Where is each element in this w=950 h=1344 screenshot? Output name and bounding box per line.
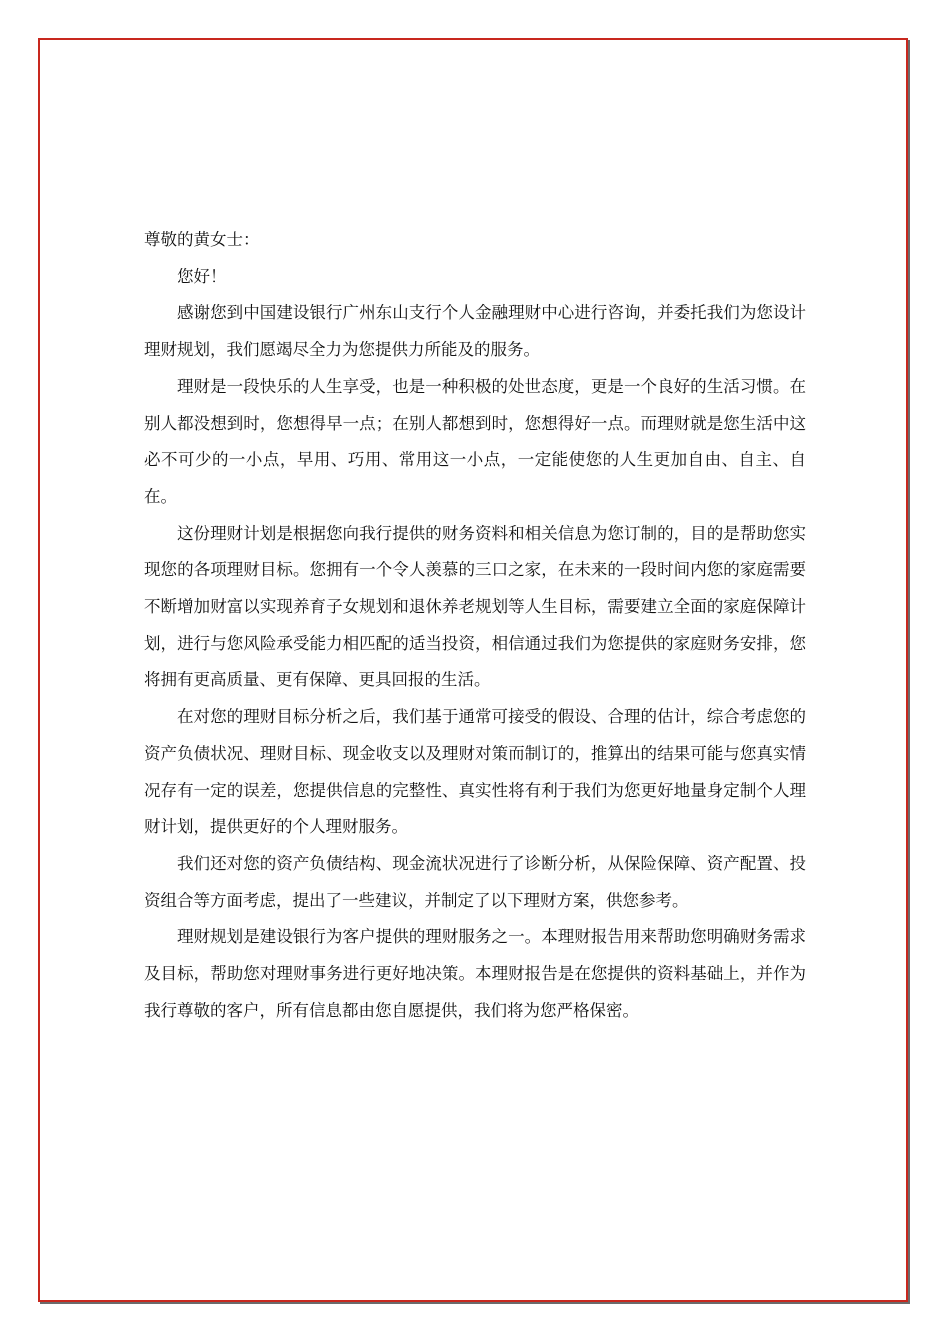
paragraph-confidentiality: 理财规划是建设银行为客户提供的理财服务之一。本理财报告用来帮助您明确财务需求及目标，帮助您对理财事务进行更好地决策。本理财报告是在您提供的资料基础上，并作为我行尊敬的客户，所有信息都由您自愿提供，我们将为您严格保密。	[144, 927, 806, 1020]
paragraph-assumptions: 在对您的理财目标分析之后，我们基于通常可接受的假设、合理的估计，综合考虑您的资产负债状况、理财目标、现金收支以及理财对策而制订的，推算出的结果可能与您真实情况存有一定的误差，您提供信息的完整性、真实性将有利于我们为您更好地量身定制个人理财计划，提供更好的个人理财服务。	[144, 707, 806, 837]
paragraph-philosophy: 理财是一段快乐的人生享受，也是一种积极的处世态度，更是一个良好的生活习惯。在别人都没想到时，您想得早一点；在别人都想到时，您想得好一点。而理财就是您生活中这必不可少的一小点，早用、巧用、常用这一小点，一定能使您的人生更加自由、自主、自在。	[144, 376, 806, 506]
paragraph-plan-purpose: 这份理财计划是根据您向我行提供的财务资料和相关信息为您订制的，目的是帮助您实现您的各项理财目标。您拥有一个令人羡慕的三口之家，在未来的一段时间内您的家庭需要不断增加财富以实现养育子女规划和退休养老规划等人生目标，需要建立全面的家庭保障计划，进行与您风险承受能力相匹配的适当投资，相信通过我们为您提供的家庭财务安排，您将拥有更高质量、更有保障、更具回报的生活。	[144, 523, 806, 690]
paragraph-thanks: 感谢您到中国建设银行广州东山支行个人金融理财中心进行咨询，并委托我们为您设计理财规划，我们愿竭尽全力为您提供力所能及的服务。	[144, 303, 806, 360]
letter-body	[144, 222, 806, 1029]
greeting: 您好！	[177, 266, 227, 286]
salutation: 尊敬的黄女士：	[144, 230, 260, 249]
paragraph-analysis: 我们还对您的资产负债结构、现金流状况进行了诊断分析，从保险保障、资产配置、投资组合等方面考虑，提出了一些建议，并制定了以下理财方案，供您参考。	[144, 853, 806, 910]
